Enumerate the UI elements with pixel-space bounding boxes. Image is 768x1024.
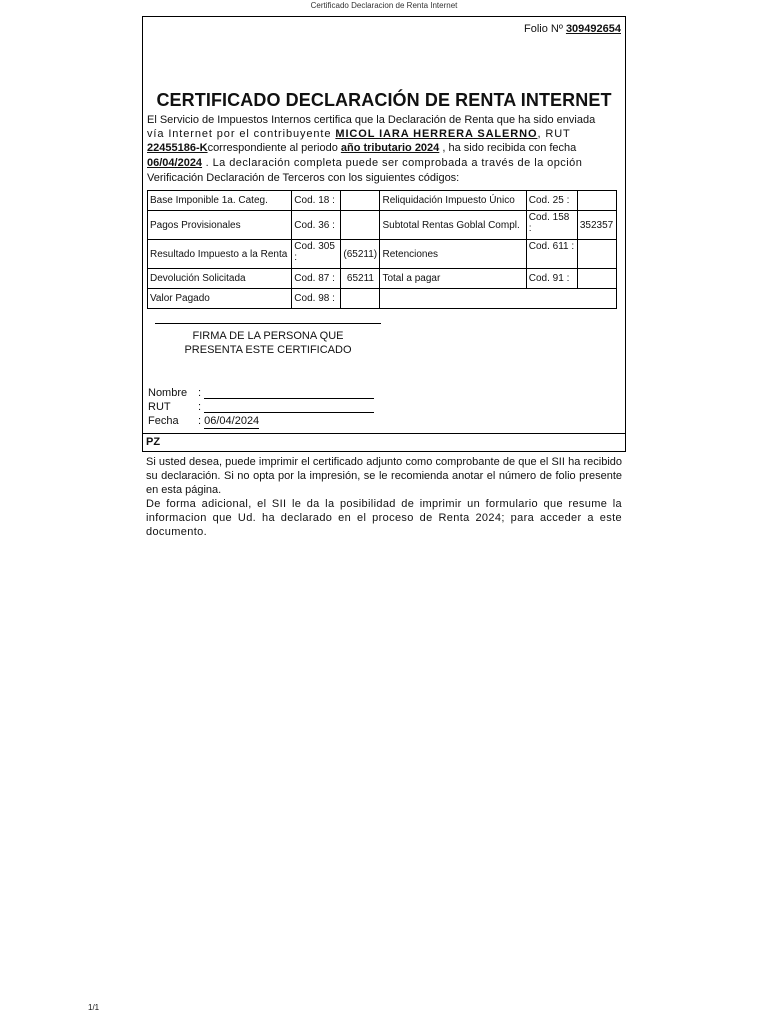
- codes-row: [148, 211, 617, 240]
- code-number: Cod. 305 :: [292, 240, 341, 269]
- field-separator: :: [198, 415, 202, 427]
- code-value: [577, 191, 616, 211]
- folio-label: Folio Nº: [524, 23, 563, 35]
- code-value: 352357: [577, 211, 616, 240]
- codes-row: [148, 289, 617, 309]
- received-text: , ha sido recibida con fecha: [439, 142, 577, 155]
- intro-line-2: vía Internet por el contribuyente: [147, 128, 336, 141]
- date-row: [148, 415, 374, 429]
- certificate-body: [147, 113, 623, 170]
- footer-paragraph-1: Si usted desea, puede imprimir el certificado adjunto como comprobante de que el SII ha recibido su declaración. Si no opta por la impresión, se le recomienda anotar el número de folio presente en esta página.: [146, 456, 622, 496]
- codes-row: [148, 191, 617, 211]
- period-text: correspondiente al periodo: [207, 142, 341, 155]
- page-number: 1/1: [88, 1003, 100, 1012]
- intro-line-1: El Servicio de Impuestos Internos certifica que la Declaración de Renta que ha sido enviada: [147, 114, 596, 126]
- codes-row: [148, 240, 617, 269]
- signer-fields: [148, 387, 374, 429]
- code-label: Resultado Impuesto a la Renta: [148, 240, 292, 269]
- signature-label: [155, 329, 381, 357]
- certificate-box: [142, 16, 626, 434]
- date-label: Fecha: [148, 415, 179, 427]
- rut-label: , RUT: [537, 128, 571, 141]
- code-mark: PZ: [142, 434, 626, 452]
- code-value: [341, 191, 380, 211]
- code-label: Total a pagar: [380, 269, 526, 289]
- code-value: [341, 289, 380, 309]
- code-label: Retenciones: [380, 240, 526, 269]
- page-header: Certificado Declaracion de Renta Internet: [310, 1, 458, 10]
- code-number: Cod. 91 :: [526, 269, 577, 289]
- code-label: Reliquidación Impuesto Único: [380, 191, 526, 211]
- footer-text: [146, 455, 622, 539]
- taxpayer-name: MICOL IARA HERRERA SALERNO: [335, 128, 538, 141]
- field-separator: :: [198, 387, 202, 399]
- folio-number: 309492654: [565, 23, 621, 35]
- name-label: Nombre: [148, 387, 188, 399]
- code-value: [577, 240, 616, 269]
- codes-row: [148, 269, 617, 289]
- signature-label-line-1: FIRMA DE LA PERSONA QUE: [192, 330, 344, 342]
- taxpayer-rut: 22455186-K: [147, 142, 208, 155]
- folio: [524, 23, 621, 35]
- signature-label-line-2: PRESENTA ESTE CERTIFICADO: [184, 344, 352, 356]
- tax-year: año tributario 2024: [340, 142, 440, 155]
- code-number: Cod. 87 :: [292, 269, 341, 289]
- code-value: [577, 269, 616, 289]
- codes-table: [147, 190, 617, 309]
- rut-label: RUT: [148, 401, 171, 413]
- date-value: 06/04/2024: [204, 415, 260, 427]
- rut-field[interactable]: [204, 401, 374, 413]
- signature-line: [155, 323, 381, 324]
- code-label: Base Imponible 1a. Categ.: [148, 191, 292, 211]
- code-value: (65211): [341, 240, 380, 269]
- code-empty-cell: [380, 289, 617, 309]
- code-number: Cod. 158 :: [526, 211, 577, 240]
- footer-paragraph-2: De forma adicional, el SII le da la posibilidad de imprimir un formulario que resume la informacion que Ud. ha declarado en el proceso de Renta 2024; para acceder a este documento.: [146, 498, 622, 538]
- received-date: 06/04/2024: [147, 156, 203, 169]
- name-field[interactable]: [204, 387, 374, 399]
- code-number: Cod. 18 :: [292, 191, 341, 211]
- code-number: Cod. 611 :: [526, 240, 577, 269]
- code-number: Cod. 25 :: [526, 191, 577, 211]
- rut-row: [148, 401, 374, 415]
- code-number: Cod. 98 :: [292, 289, 341, 309]
- codes-intro: Verificación Declaración de Terceros con los siguientes códigos:: [147, 172, 460, 184]
- code-label: Devolución Solicitada: [148, 269, 292, 289]
- verification-text: . La declaración completa puede ser comprobada a través de la opción: [202, 156, 583, 169]
- certificate-title: CERTIFICADO DECLARACIÓN DE RENTA INTERNET: [156, 90, 612, 110]
- code-value: 65211: [341, 269, 380, 289]
- code-label: Valor Pagado: [148, 289, 292, 309]
- field-separator: :: [198, 401, 202, 413]
- code-label: Pagos Provisionales: [148, 211, 292, 240]
- code-number: Cod. 36 :: [292, 211, 341, 240]
- code-value: [341, 211, 380, 240]
- code-label: Subtotal Rentas Goblal Compl.: [380, 211, 526, 240]
- name-row: [148, 387, 374, 401]
